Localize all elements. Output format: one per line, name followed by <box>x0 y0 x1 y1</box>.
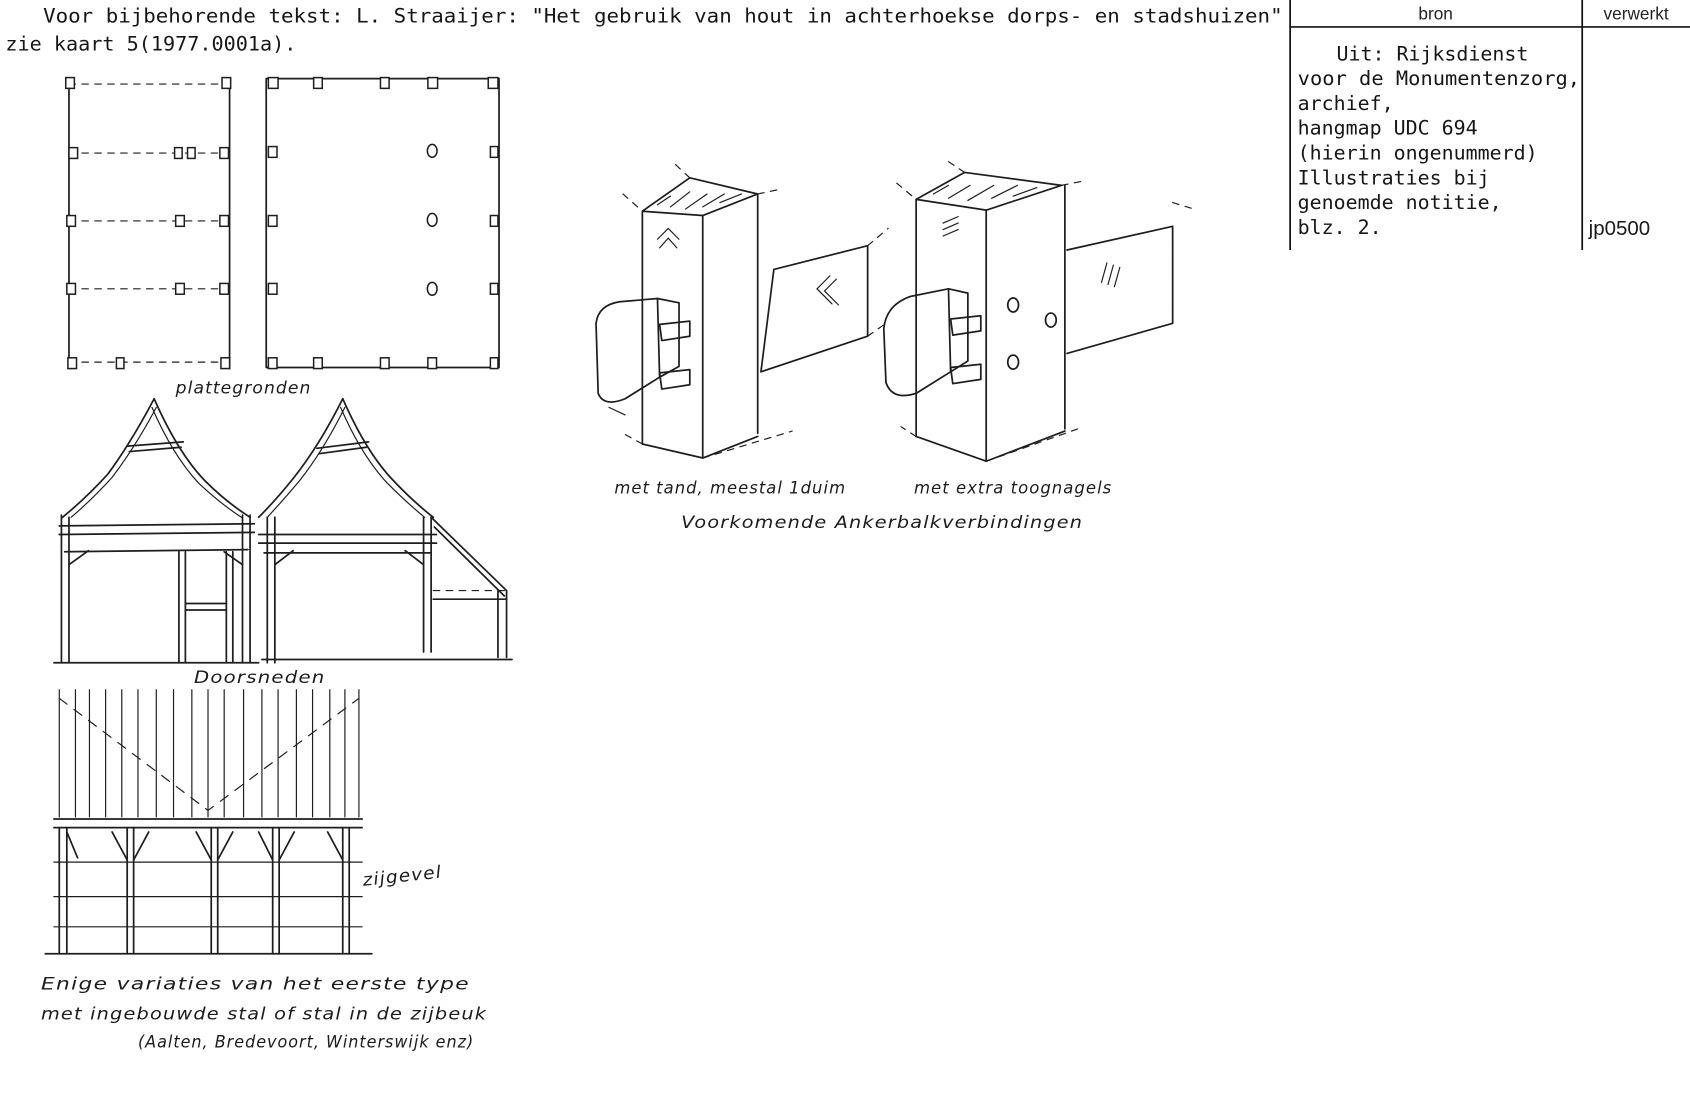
caption-line: (Aalten, Bredevoort, Winterswijk enz) <box>137 1032 475 1053</box>
sketch-stroke <box>1102 263 1120 287</box>
joint-1-label: met tand, meestal 1duim <box>614 478 847 499</box>
source-line: blz. 2. <box>1297 215 1382 239</box>
sketch-stroke <box>498 591 507 658</box>
column-header-source: bron <box>1418 3 1453 24</box>
sketch-stroke <box>67 832 343 860</box>
sketch-stroke <box>609 407 625 415</box>
sketch-stroke <box>176 283 185 294</box>
floor-plan-2 <box>266 78 499 369</box>
sketch-stroke <box>71 407 156 517</box>
source-table <box>1290 0 1690 250</box>
cross-section-1 <box>54 399 259 663</box>
source-line: Illustraties bij <box>1297 166 1490 190</box>
sketch-stroke <box>54 819 362 828</box>
sketch-stroke <box>884 289 951 396</box>
source-line: voor de Monumentenzorg, <box>1297 67 1581 91</box>
source-line: genoemde notitie, <box>1297 191 1502 215</box>
sketch-stroke <box>380 78 389 89</box>
sketch-stroke <box>66 78 75 89</box>
sketch-stroke <box>175 148 183 159</box>
sketch-stroke <box>220 216 229 227</box>
sections-label: Doorsneden <box>194 668 326 689</box>
sketch-stroke <box>59 524 254 552</box>
sketch-stroke <box>268 147 277 158</box>
sketch-stroke <box>67 283 76 294</box>
sketch-stroke <box>259 535 437 553</box>
sketch-stroke <box>431 517 506 596</box>
sketch-stroke <box>657 192 741 209</box>
sketch-stroke <box>68 358 77 369</box>
sketch-stroke <box>490 216 498 227</box>
anchor-beam-joint-1 <box>596 164 888 458</box>
sketch-stroke <box>185 604 226 610</box>
sketch-stroke <box>817 276 839 305</box>
sketch-stroke <box>341 407 425 517</box>
sketch-stroke <box>54 862 362 927</box>
sketch-stroke <box>314 358 323 369</box>
sketch-stroke <box>897 162 1083 462</box>
sketch-stroke <box>343 399 434 518</box>
sketch-stroke <box>268 358 277 369</box>
sketch-stroke <box>188 148 196 159</box>
variations-caption <box>41 974 487 1052</box>
sketch-stroke <box>490 283 498 294</box>
header-line-1: Voor bijbehorende tekst: L. Straaijer: "Het gebruik van hout in achterhoekse dorps- en stadshuizen" <box>43 4 1283 28</box>
sketch-stroke <box>154 399 250 518</box>
source-line: archief, <box>1297 91 1394 115</box>
sketch-stroke <box>951 316 981 384</box>
processed-code: jp0500 <box>1588 216 1651 240</box>
sketch-stroke <box>1173 203 1195 324</box>
post-markers <box>268 78 498 369</box>
sketch-stroke <box>220 283 229 294</box>
sketch-stroke <box>1008 298 1019 312</box>
source-description <box>1298 42 1580 239</box>
anchor-beam-joint-2 <box>884 162 1194 462</box>
sketch-stroke <box>179 552 233 663</box>
sketch-stroke <box>657 228 679 247</box>
sketch-stroke <box>424 517 432 652</box>
sketch-stroke <box>314 78 323 89</box>
cross-section-2 <box>259 399 512 663</box>
sketch-stroke <box>427 144 437 157</box>
sketch-stroke <box>222 78 231 89</box>
sketch-stroke <box>916 431 1065 461</box>
floor-plans-label: plattegronden <box>174 378 312 399</box>
sketch-stroke <box>63 399 155 518</box>
sketch-stroke <box>69 551 243 565</box>
sketch-stroke <box>428 358 437 369</box>
sketch-stroke <box>59 698 359 810</box>
sketch-stroke <box>943 217 958 236</box>
sketch-stroke <box>1008 355 1019 369</box>
column-header-processed: verwerkt <box>1603 3 1669 24</box>
sketch-stroke <box>221 358 230 369</box>
joints-caption: Voorkomende Ankerbalkverbindingen <box>681 513 1084 534</box>
sketch-stroke <box>1067 226 1173 353</box>
sketch-stroke <box>490 147 498 158</box>
caption-line: met ingebouwde stal of stal in de zijbeuk <box>40 1004 488 1025</box>
sketch-stroke <box>67 216 76 227</box>
floor-plan-1 <box>66 78 231 369</box>
side-elevation-label: zijgevel <box>361 863 438 891</box>
source-line: Uit: Rijksdienst <box>1336 42 1529 66</box>
sketch-stroke <box>427 282 437 295</box>
sketch-stroke <box>1045 313 1056 327</box>
sketch-stroke <box>642 178 757 216</box>
sketch-stroke <box>916 185 1065 461</box>
sketch-stroke <box>380 358 389 369</box>
sketch-stroke <box>427 213 437 226</box>
sketch-stroke <box>116 358 124 369</box>
sketch-stroke <box>428 78 438 89</box>
sketch-stroke <box>59 690 359 817</box>
sketch-stroke <box>490 358 498 369</box>
sketch-stroke <box>488 78 498 89</box>
sketch-stroke <box>61 515 250 663</box>
joint-2-label: met extra toognagels <box>913 478 1113 499</box>
sketch-stroke <box>268 283 277 294</box>
sketch-stroke <box>660 321 690 389</box>
sketch-stroke <box>176 216 185 227</box>
caption-line: Enige variaties van het eerste type <box>40 974 470 995</box>
side-elevation <box>45 690 372 954</box>
sketch-stroke <box>220 148 229 159</box>
sketch-stroke <box>267 517 275 662</box>
sketch-stroke <box>596 299 660 403</box>
sketch-stroke <box>268 78 278 89</box>
sketch-stroke <box>259 399 343 518</box>
sketch-stroke <box>268 216 277 227</box>
header-line-2: zie kaart 5(1977.0001a). <box>5 32 297 56</box>
sketch-stroke <box>266 79 499 368</box>
sketch-stroke <box>69 148 78 159</box>
post-markers <box>66 78 231 369</box>
typed-header <box>5 5 1282 56</box>
source-line: hangmap UDC 694 <box>1297 116 1478 140</box>
sketch-stroke <box>761 246 868 372</box>
source-line: (hierin ongenummerd) <box>1297 141 1538 165</box>
